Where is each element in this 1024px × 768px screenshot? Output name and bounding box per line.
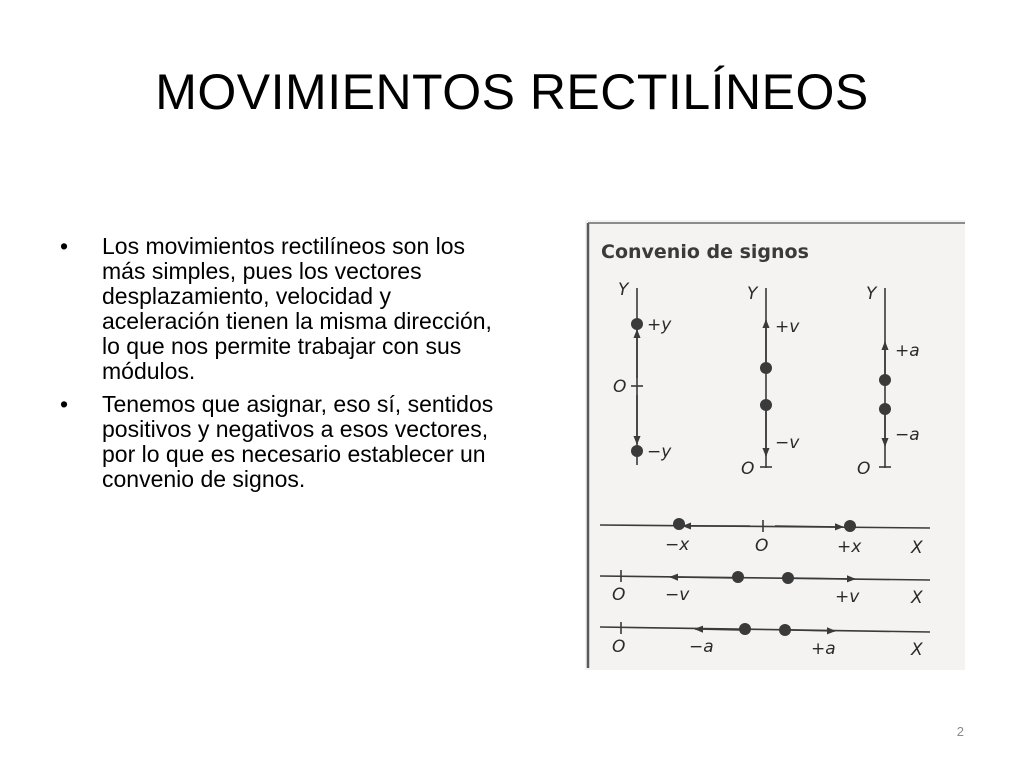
x-axis-label: X <box>911 588 923 608</box>
plus-a-label: +a <box>895 341 920 361</box>
sign-convention-diagram <box>585 220 965 670</box>
point-acceleration <box>739 623 751 635</box>
point-velocity <box>782 572 794 584</box>
minus-v-arrow <box>670 577 735 578</box>
sign-convention-figure <box>585 220 965 670</box>
point-velocity <box>732 571 744 583</box>
bullet-text: Los movimientos rectilíneos son los más simples, pues los vectores desplazamiento, velocidad y aceleración tienen la misma dirección, lo que nos permite trabajar con sus módulos. <box>102 233 492 384</box>
point-minus-x <box>673 518 685 530</box>
origin-label: O <box>613 377 627 397</box>
plus-a-label: +a <box>811 639 836 659</box>
minus-y-label: −y <box>647 442 672 462</box>
bullet-item <box>60 392 500 492</box>
plus-a-arrow <box>790 630 835 631</box>
minus-v-label: −v <box>775 433 800 453</box>
slide-title: MOVIMIENTOS RECTILÍNEOS <box>155 64 869 120</box>
page-number: 2 <box>956 724 964 739</box>
bullet-marker: • <box>60 233 69 259</box>
bullet-list <box>60 234 500 500</box>
point-minus-y <box>631 445 643 457</box>
point-acceleration <box>779 624 791 636</box>
y-axis-label: Y <box>747 284 758 304</box>
point-plus-y <box>631 318 643 330</box>
plus-x-label: +x <box>837 537 862 557</box>
origin-label: O <box>741 459 755 479</box>
plus-x-arrow <box>775 526 843 527</box>
minus-a-label: −a <box>895 425 920 445</box>
point-velocity <box>760 399 772 411</box>
bullet-text: Tenemos que asignar, eso sí, sentidos positivos y negativos a esos vectores, por lo que es necesario establecer un convenio de signos. <box>102 391 494 492</box>
bullet-marker: • <box>60 391 69 417</box>
origin-label: O <box>755 536 769 556</box>
x-axis-label: X <box>911 640 923 660</box>
plus-v-arrow <box>790 578 855 579</box>
minus-a-label: −a <box>689 637 714 657</box>
origin-label: O <box>612 585 626 605</box>
plus-v-label: +v <box>835 587 860 607</box>
bullet-item <box>60 234 500 384</box>
y-axis-label: Y <box>866 284 877 304</box>
point-acceleration <box>879 403 891 415</box>
figure-heading: Convenio de signos <box>601 241 809 263</box>
point-acceleration <box>879 374 891 386</box>
origin-label: O <box>612 637 626 657</box>
x-axis-label: X <box>911 538 923 558</box>
origin-label: O <box>857 459 871 479</box>
plus-v-label: +v <box>775 317 800 337</box>
minus-v-label: −v <box>665 585 690 605</box>
minus-x-label: −x <box>665 535 690 555</box>
minus-a-arrow <box>695 629 740 630</box>
y-axis-label: Y <box>618 280 629 300</box>
plus-y-label: +y <box>647 315 672 335</box>
point-plus-x <box>844 520 856 532</box>
point-velocity <box>760 362 772 374</box>
